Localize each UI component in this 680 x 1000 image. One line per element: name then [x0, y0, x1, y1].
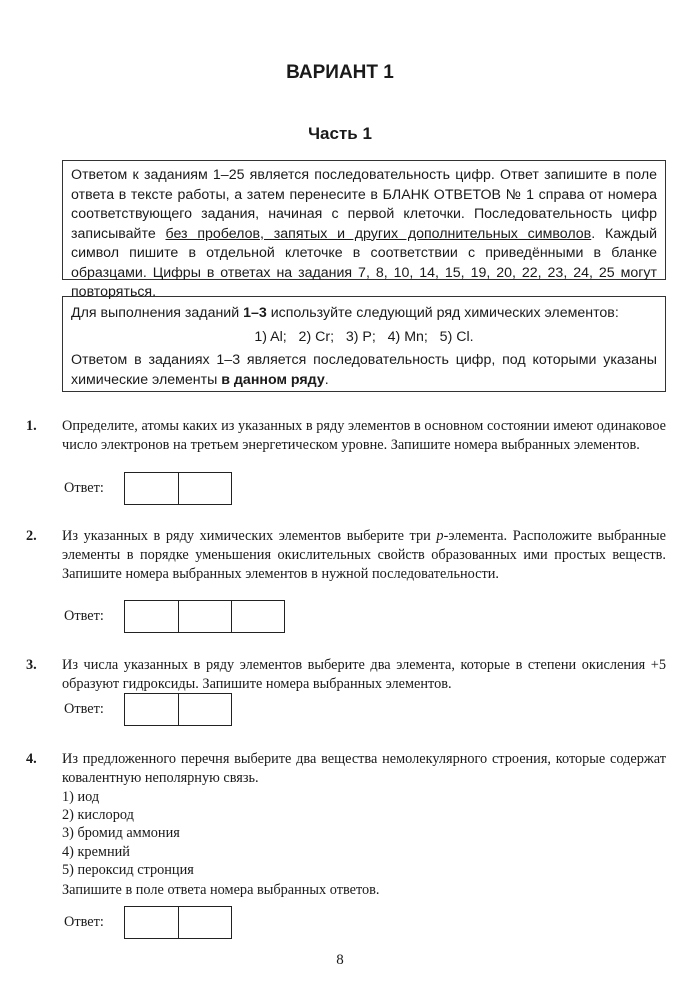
task-number: 4.: [26, 751, 37, 767]
variant-title: ВАРИАНТ 1: [286, 62, 394, 83]
task-text: Из предложенного перечня выберите два вещества немолекулярного строения, которые содержат ковалентную неполярную связь.: [62, 751, 666, 786]
answer-cell[interactable]: [125, 601, 178, 632]
elements-intro: Для выполнения заданий 1–3 используйте следующий ряд химических элементов:: [71, 305, 619, 321]
task-4-options: [62, 788, 194, 879]
answer-label: Ответ:: [64, 701, 104, 717]
task-text: Определите, атомы каких из указанных в ряду элементов в основном состоянии имеют одинаковое число электронов на третьем энергетическом уровне. Запишите номера выбранных элементов.: [62, 418, 666, 453]
answer-cell[interactable]: [125, 473, 178, 504]
answer-cell[interactable]: [125, 907, 178, 938]
answer-field-1: [64, 472, 232, 505]
task-4-instruction: Запишите в поле ответа номера выбранных ответов.: [62, 882, 380, 898]
answer-cell[interactable]: [178, 907, 231, 938]
answer-cell[interactable]: [178, 694, 231, 725]
answer-cell[interactable]: [125, 694, 178, 725]
answer-field-4: [64, 906, 232, 939]
answer-cell[interactable]: [178, 601, 231, 632]
task-number: 1.: [26, 418, 37, 434]
task-text: Из указанных в ряду химических элементов выберите три p-элемента. Расположите выбранные элементы в порядке уменьшения окислительных свойств образованных ими простых веществ. Запишите номера выбранных элементов в нужной последовательности.: [62, 528, 667, 582]
option-item: 5) пероксид стронция: [62, 861, 194, 878]
instructions-text: Ответом к заданиям 1–25 является последовательность цифр. Ответ запишите в поле ответа в тексте работы, а затем перенесите в БЛАНК ОТВЕТОВ № 1 справа от номера соответствующего задания, начиная с первой клеточки. Последовательность цифр записывайте без пробелов, запятых и других дополнительных символов. Каждый символ пишите в отдельной клеточке в соответствии с приведёнными в бланке образцами. Цифры в ответах на задания 7, 8, 10, 14, 15, 19, 20, 22, 23, 24, 25 могут повторяться.: [71, 167, 657, 300]
page-number: 8: [336, 952, 344, 968]
instructions-box: [62, 160, 666, 300]
answer-label: Ответ:: [64, 480, 104, 496]
elements-row: 1) Al; 2) Cr; 3) P; 4) Mn; 5) Cl.: [254, 328, 474, 345]
answer-label: Ответ:: [64, 914, 104, 930]
part-title: Часть 1: [308, 124, 372, 143]
task-number: 3.: [26, 657, 37, 673]
answer-field-3: [64, 693, 232, 726]
option-item: 4) кремний: [62, 843, 130, 860]
elements-note: Ответом в заданиях 1–3 является последовательность цифр, под которыми указаны химические элементы в данном ряду.: [71, 352, 657, 388]
option-item: 2) кислород: [62, 807, 134, 824]
task-text: Из числа указанных в ряду элементов выберите два элемента, которые в степени окисления +5 образуют гидроксиды. Запишите номера выбранных элементов.: [62, 657, 666, 692]
answer-cell[interactable]: [178, 473, 231, 504]
elements-box: [62, 296, 666, 392]
answer-field-2: [64, 600, 285, 633]
answer-label: Ответ:: [64, 608, 104, 624]
option-item: 1) иод: [62, 789, 100, 805]
task-number: 2.: [26, 528, 37, 544]
option-item: 3) бромид аммония: [62, 825, 180, 842]
answer-cell[interactable]: [231, 601, 284, 632]
